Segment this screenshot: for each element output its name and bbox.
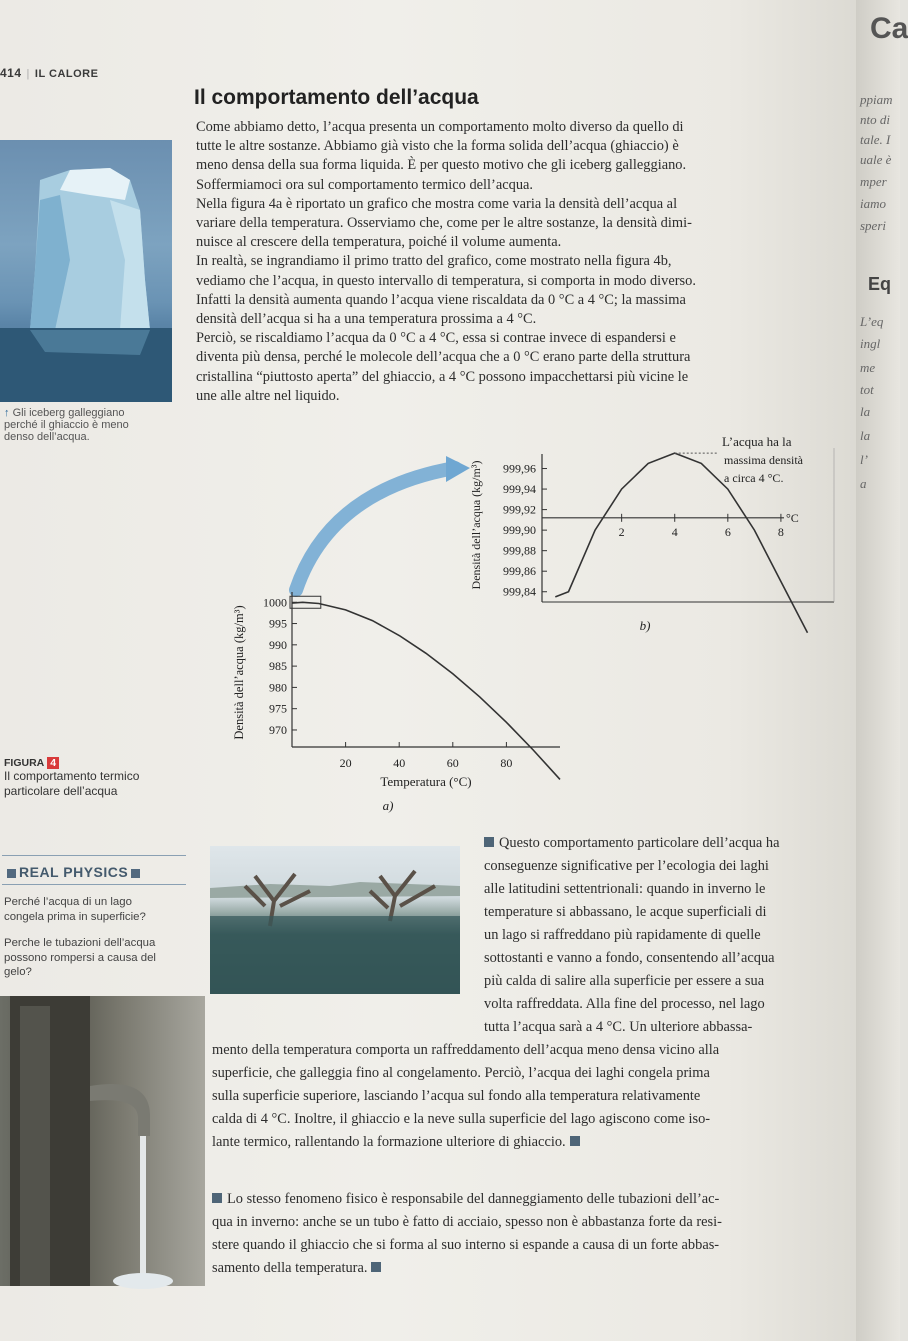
question-line: Perché l’acqua di un lago: [4, 896, 132, 908]
facing-page-fragment: ingl: [860, 336, 881, 351]
intro-line: cristallina “piuttosto aperta” del ghiaccio, a 4 °C possono impacchettarsi più vicine le: [196, 368, 689, 385]
facing-page-letter: Ca: [870, 12, 908, 45]
paragraph-line: un lago si raffreddano più rapidamente di quelle: [484, 927, 761, 943]
facing-page-fragment: a: [860, 476, 867, 491]
page-number: 414: [0, 66, 22, 80]
x-tick-label-a: 20: [339, 756, 352, 770]
x-axis-label-b: °C: [786, 510, 799, 525]
intro-line: In realtà, se ingrandiamo il primo tratto del grafico, come mostrato nella figura 4b,: [196, 253, 672, 270]
figure-label: [4, 757, 59, 769]
question-line: congela prima in superficie?: [4, 910, 146, 923]
facing-page-fragment: tot: [860, 382, 874, 397]
paragraph-line: volta raffreddata. Alla fine del processo, nel lago: [484, 996, 765, 1012]
end-square-icon: [371, 1262, 381, 1272]
square-bullet-icon: [212, 1193, 222, 1203]
panel-label-a: a): [382, 798, 394, 813]
figure-caption-line: particolare dell’acqua: [4, 784, 118, 798]
paragraph-line-text: samento della temperatura.: [212, 1260, 368, 1276]
paragraph-line: [212, 1188, 868, 1211]
paragraph-line: [484, 832, 866, 855]
annotation-line: L’acqua ha la: [722, 434, 792, 449]
question-line: Perche le tubazioni dell’acqua: [4, 937, 156, 949]
square-icon: [7, 869, 16, 878]
paragraph-line: calda di 4 °C. Inoltre, il ghiaccio e la neve sulla superficie del lago agiscono come iso-: [212, 1111, 711, 1127]
square-icon: [131, 869, 140, 878]
chart-b: [469, 434, 834, 633]
up-arrow-icon: ↑: [4, 407, 10, 419]
facing-page-fragment: uale è: [860, 152, 892, 167]
real-physics-top-rule: [2, 855, 186, 856]
paragraph-line: sulla superficie superiore, lasciando l’acqua sul fondo alla temperatura relativamente: [212, 1088, 701, 1104]
intro-line: nuisce al crescere della temperatura, poiché il volume aumenta.: [196, 234, 562, 251]
annotation-line: massima densità: [724, 453, 803, 467]
facing-page-fragment: iamo: [860, 196, 886, 211]
y-tick-label-a: 995: [269, 616, 287, 631]
y-tick-label-b: 999,86: [503, 564, 536, 579]
facing-page-heading: Eq: [868, 274, 892, 294]
y-tick-label-a: 990: [269, 637, 287, 652]
paragraph-line: tutta l’acqua sarà a 4 °C. Un ulteriore abbassa-: [484, 1019, 753, 1035]
facing-page-fragment: me: [860, 360, 876, 375]
paragraph-line: sottostanti e vanno a fondo, consentendo all’acqua: [484, 950, 775, 966]
real-physics-title-text: REAL PHYSICS: [19, 864, 129, 880]
intro-line: vediamo che l’acqua, in questo intervallo di temperatura, si comporta in modo diverso.: [196, 272, 696, 289]
intro-line: Nella figura 4a è riportato un grafico che mostra come varia la densità dell’acqua al: [196, 195, 678, 212]
paragraph-line: alle latitudini settentrionali: quando in inverno le: [484, 881, 766, 897]
intro-line: Come abbiamo detto, l’acqua presenta un comportamento molto diverso da quello di: [196, 119, 684, 135]
y-axis-label-b: Densità dell’acqua (kg/m³): [469, 460, 483, 590]
facing-page-fragment: nto di: [860, 112, 890, 127]
x-tick-label-a: 40: [393, 756, 406, 770]
intro-line: diventa più densa, perché le molecole dell’acqua che a 0 °C erano parte della struttura: [196, 349, 691, 366]
y-tick-label-a: 970: [269, 722, 287, 737]
caption-line: denso dell’acqua.: [4, 431, 90, 443]
zoom-arrow: [296, 468, 455, 590]
paragraph-line: temperature si abbassano, le acque superficiali di: [484, 904, 767, 920]
paragraph-line-text: Questo comportamento particolare dell’acqua ha: [499, 835, 780, 851]
question-line: gelo?: [4, 966, 32, 978]
paragraph-2-bottom: [212, 1039, 868, 1154]
paragraph-line: [212, 1257, 868, 1280]
figure-label-text: FIGURA: [4, 757, 45, 769]
intro-line: une alle altre nel liquido.: [196, 387, 340, 404]
real-physics-question-1: [4, 895, 186, 924]
intro-line: meno densa della sua forma liquida. È per questo motivo che gli iceberg galleggiano.: [196, 157, 687, 174]
intro-line: densità dell’acqua si ha a una temperatura prossima a 4 °C.: [196, 311, 537, 328]
section-title: Il comportamento dell’acqua: [194, 86, 479, 109]
y-tick-label-b: 999,92: [503, 502, 536, 517]
x-tick-label-a: 80: [500, 756, 513, 770]
x-axis-label-a: Temperatura (°C): [380, 774, 472, 789]
annotation-line: a circa 4 °C.: [724, 471, 784, 485]
paragraph-line: mento della temperatura comporta un raffreddamento dell’acqua meno densa vicino alla: [212, 1042, 720, 1058]
caption-line: perché il ghiaccio è meno: [4, 419, 129, 431]
x-tick-label-b: 8: [777, 524, 784, 539]
facing-page-fragment: l’: [860, 452, 868, 467]
series-line-a: [292, 602, 560, 779]
facing-page-edge: [856, 0, 908, 1341]
question-line: possono rompersi a causa del: [4, 951, 156, 964]
paragraph-line: qua in inverno: anche se un tubo è fatto di acciaio, spesso non è abbastanza forte da resi-: [212, 1214, 722, 1230]
y-axis-label-a: Densità dell’acqua (kg/m³): [232, 605, 246, 740]
x-tick-label-b: 2: [618, 524, 625, 539]
x-tick-label-b: 6: [724, 524, 731, 539]
paragraph-line: superficie, che galleggia fino al congelamento. Perciò, l’acqua dei laghi congela prima: [212, 1065, 710, 1081]
intro-line: Soffermiamoci ora sul comportamento termico dell’acqua.: [196, 176, 533, 193]
facing-page-fragment: mper: [860, 174, 887, 189]
page-header: 414 | IL CALORE: [0, 66, 99, 80]
facing-page-fragment: L’eq: [860, 314, 884, 329]
facing-page-fragment: ppiam: [860, 92, 893, 107]
paragraph-line-text: lante termico, rallentando la formazione ulteriore di ghiaccio.: [212, 1134, 566, 1150]
zoom-arrow-head: [446, 456, 470, 482]
real-physics-title: [4, 864, 143, 880]
intro-line: Infatti la densità aumenta quando l’acqua viene riscaldata da 0 °C a 4 °C; la massima: [196, 291, 686, 308]
x-tick-label-b: 4: [671, 524, 678, 539]
paragraph-line: stere quando il ghiaccio che si forma al suo interno si espande a causa di un forte abbas-: [212, 1237, 720, 1253]
lake-tree-photo: [210, 846, 460, 994]
facing-page-fragment: la: [860, 404, 871, 419]
intro-line: Perciò, se riscaldiamo l’acqua da 0 °C a 4 °C, essa si contrae invece di espandersi e: [196, 330, 676, 347]
paragraph-line: [212, 1131, 868, 1154]
y-tick-label-a: 980: [269, 680, 287, 695]
y-tick-label-b: 999,90: [503, 523, 536, 538]
y-tick-label-a: 985: [269, 659, 287, 674]
figure-caption: [4, 769, 184, 799]
paragraph-line: conseguenze significative per l’ecologia dei laghi: [484, 858, 769, 874]
end-square-icon: [570, 1136, 580, 1146]
frozen-faucet-photo: [0, 996, 205, 1286]
paragraph-3: [212, 1188, 868, 1280]
paragraph-2-top: [484, 832, 866, 1039]
intro-line: tutte le altre sostanze. Abbiamo già visto che la forma solida dell’acqua (ghiaccio) è: [196, 138, 679, 155]
facing-page-fragment: speri: [860, 218, 886, 233]
y-tick-label-b: 999,88: [503, 543, 536, 558]
figure-caption-line: Il comportamento termico: [4, 769, 140, 783]
square-bullet-icon: [484, 837, 494, 847]
real-physics-bottom-rule: [2, 884, 186, 885]
y-tick-label-b: 999,96: [503, 461, 536, 476]
figure-number: 4: [47, 757, 59, 769]
chart-a: [232, 592, 560, 813]
paragraph-line-text: Lo stesso fenomeno fisico è responsabile del danneggiamento delle tubazioni dell’ac-: [227, 1191, 720, 1207]
caption-line: Gli iceberg galleggiano: [12, 407, 125, 419]
y-tick-label-a: 975: [269, 701, 287, 716]
paragraph-line: più calda di salire alla superficie per essere a sua: [484, 973, 765, 989]
y-tick-label-a: 1000: [263, 595, 287, 610]
y-tick-label-b: 999,84: [503, 584, 536, 599]
x-tick-label-a: 60: [446, 756, 459, 770]
intro-line: variare della temperatura. Osserviamo che, come per le altre sostanze, la densità dimi-: [196, 215, 692, 232]
facing-page-fragment: tale. I: [860, 132, 891, 147]
facing-page-fragment: la: [860, 428, 871, 443]
panel-label-b: b): [639, 618, 651, 633]
y-tick-label-b: 999,94: [503, 482, 536, 497]
section-name: IL CALORE: [34, 68, 99, 80]
real-physics-question-2: [4, 936, 186, 980]
